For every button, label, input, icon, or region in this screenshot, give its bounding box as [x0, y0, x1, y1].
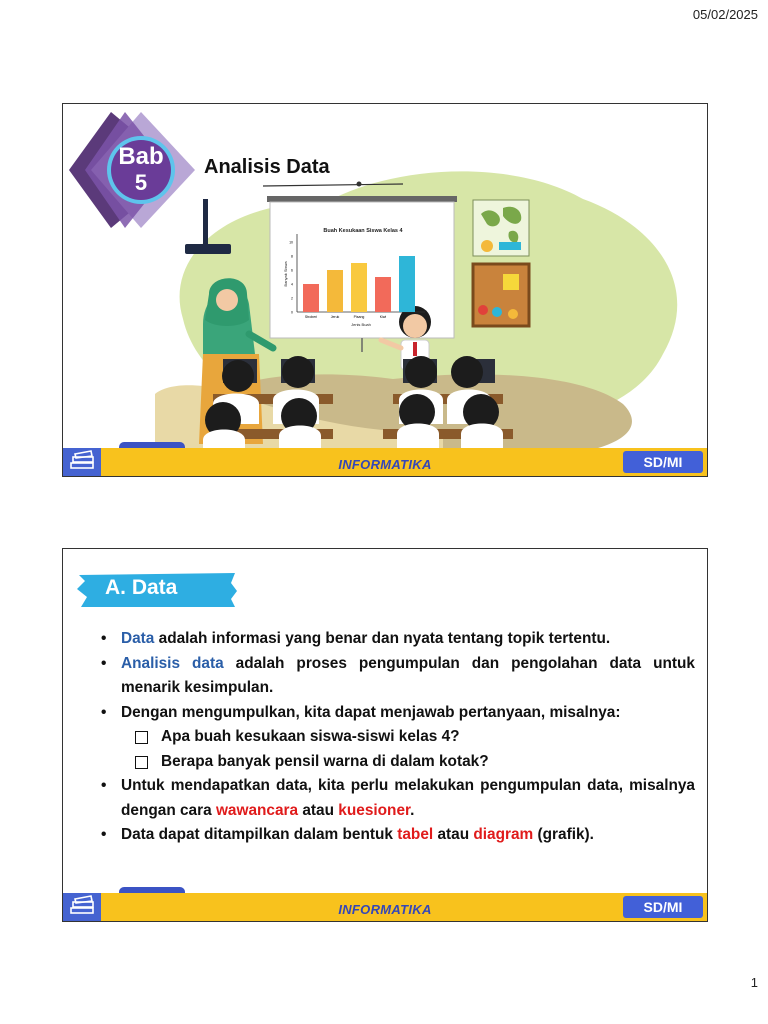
- chart-bar: [327, 270, 343, 312]
- sub-list-item: [99, 725, 695, 750]
- term-analisis-data: Analisis data: [121, 654, 224, 672]
- bullet-text: Untuk mendapatkan data, kita perlu melakukan pengumpulan data, misalnya dengan cara: [121, 777, 695, 819]
- bullet-text: atau: [298, 801, 339, 819]
- chart-y-tick: 6: [291, 268, 293, 273]
- footer-level-badge: SD/MI: [623, 451, 703, 473]
- chart-title: Buah Kesukaan Siswa Kelas 4: [323, 228, 403, 234]
- footer-subject: INFORMATIKA: [338, 902, 432, 917]
- bab-number: 5: [134, 170, 148, 195]
- list-item: [99, 652, 695, 701]
- checkbox-icon: [135, 756, 148, 769]
- bullet-text: Data dapat ditampilkan dalam bentuk: [121, 826, 398, 843]
- chart-x-axis-label: Jenis Buah: [351, 322, 371, 327]
- bullet-text: adalah proses pengumpulan dan pengolahan data untuk menarik kesimpulan.: [121, 654, 695, 696]
- bullet-text: (grafik).: [533, 826, 594, 843]
- footer-level-badge: SD/MI: [623, 896, 703, 918]
- bullet-text: adalah informasi yang benar dan nyata tentang topik tertentu.: [154, 630, 611, 647]
- footer-subject: INFORMATIKA: [338, 457, 432, 472]
- chart-y-axis-label: Banyak Siswa: [283, 261, 288, 287]
- bullet-text: Dengan mengumpulkan, kita dapat menjawab pertanyaan, misalnya:: [121, 703, 621, 721]
- sub-question: Apa buah kesukaan siswa-siswi kelas 4?: [161, 728, 460, 745]
- term-tabel: tabel: [397, 826, 434, 843]
- chart-bar: [351, 263, 367, 312]
- slide-title-text: Analisis Data: [204, 156, 330, 178]
- chart-y-tick: 0: [291, 310, 293, 315]
- sub-list-item: [99, 750, 695, 775]
- list-item: [99, 774, 695, 823]
- chart-bar: [375, 277, 391, 312]
- chart-bar: [399, 256, 415, 312]
- section-heading: A. Data: [105, 576, 178, 599]
- term-wawancara: wawancara: [215, 801, 299, 819]
- chart-x-tick: Pisang: [353, 315, 365, 319]
- slide-title: [62, 103, 708, 477]
- list-item: [99, 627, 695, 652]
- chart-y-tick: 4: [291, 282, 293, 287]
- chart-x-tick: Kiwi: [379, 315, 387, 319]
- sub-question: Berapa banyak pensil warna di dalam kotak?: [161, 752, 489, 770]
- page-number: 1: [750, 975, 758, 990]
- checkbox-icon: [135, 731, 148, 744]
- slide-footer: [63, 893, 707, 921]
- term-data: Data: [121, 630, 155, 647]
- print-date: 05/02/2025: [692, 7, 758, 22]
- chart-y-tick: 2: [291, 296, 293, 301]
- slide-footer: [63, 448, 707, 476]
- chart-x-tick: Jeruk: [330, 315, 340, 319]
- content-list: [99, 627, 695, 848]
- chart-x-tick: Stroberi: [304, 315, 318, 319]
- list-item: [99, 701, 695, 726]
- term-kuesioner: kuesioner: [338, 801, 411, 819]
- bullet-text: atau: [433, 826, 474, 843]
- chart-y-tick: 10: [289, 240, 293, 245]
- slide-data: [62, 548, 708, 922]
- bab-label: Bab: [118, 143, 164, 170]
- chart-y-tick: 8: [291, 254, 293, 259]
- term-diagram: diagram: [473, 826, 534, 843]
- chart-bar: [303, 284, 319, 312]
- bullet-text: .: [410, 801, 415, 819]
- list-item: [99, 823, 695, 848]
